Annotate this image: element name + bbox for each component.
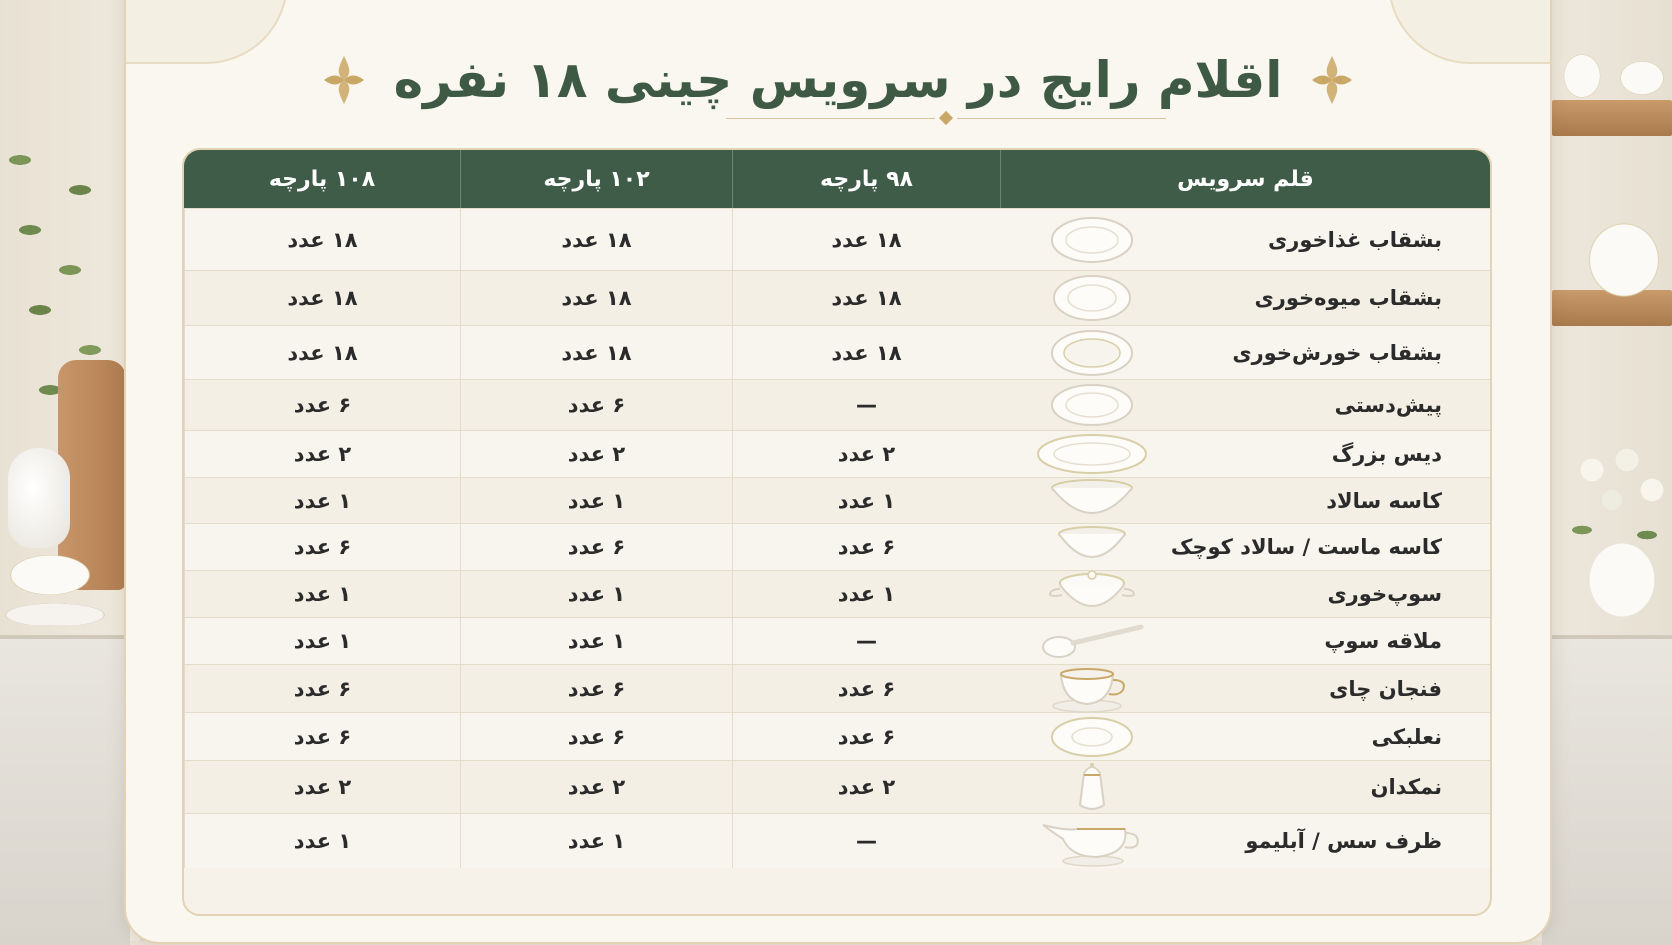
- item-name: بشقاب غذاخوری: [1268, 227, 1442, 252]
- title-row: [126, 40, 1550, 120]
- page-title: اقلام رایج در سرویس چینی ۱۸ نفره: [393, 51, 1283, 109]
- item-name: دیس بزرگ: [1331, 442, 1442, 466]
- large-platter-icon: [1022, 431, 1162, 477]
- cell-102-pieces: ۱۸ عدد: [460, 209, 732, 270]
- table-row: [184, 664, 1490, 712]
- item-name: بشقاب خورش‌خوری: [1232, 340, 1442, 365]
- cell-108-pieces: ۱ عدد: [184, 618, 460, 664]
- teapot-decoration: [1562, 200, 1672, 310]
- cell-108-pieces: ۱۸ عدد: [184, 326, 460, 379]
- cell-108-pieces: ۶ عدد: [184, 713, 460, 760]
- table-body: [184, 208, 1490, 868]
- table-row: [184, 477, 1490, 523]
- table-row: [184, 760, 1490, 813]
- table-row: [184, 270, 1490, 325]
- cell-98-pieces: ۱۸ عدد: [732, 209, 1000, 270]
- cell-102-pieces: ۱ عدد: [460, 618, 732, 664]
- salt-shaker-icon: [1022, 759, 1162, 815]
- table-header: [184, 150, 1490, 208]
- fruit-plate-icon: [1022, 271, 1162, 325]
- title-divider: [726, 112, 1166, 124]
- bowls-decoration: [0, 545, 120, 625]
- cell-108-pieces: ۱ عدد: [184, 478, 460, 523]
- cell-102-pieces: ۱۸ عدد: [460, 326, 732, 379]
- ornament-icon: [320, 50, 368, 110]
- cell-108-pieces: ۶ عدد: [184, 380, 460, 430]
- cell-item: [1000, 814, 1490, 868]
- cell-item: [1000, 326, 1490, 379]
- cell-item: [1000, 713, 1490, 760]
- ornament-icon: [1308, 50, 1356, 110]
- header-108-pieces: ۱۰۸ پارچه: [268, 166, 376, 192]
- header-102-pieces: ۱۰۲ پارچه: [460, 150, 732, 208]
- item-name: فنجان چای: [1329, 676, 1442, 701]
- cell-item: [1000, 524, 1490, 570]
- cell-102-pieces: ۶ عدد: [460, 665, 732, 712]
- cell-102-pieces: ۲ عدد: [460, 431, 732, 477]
- cell-item: [1000, 618, 1490, 664]
- cell-108-pieces: ۲ عدد: [184, 761, 460, 813]
- table-row: [184, 617, 1490, 664]
- soup-tureen-icon: [1022, 569, 1162, 619]
- cell-102-pieces: ۱ عدد: [460, 478, 732, 523]
- cell-102-pieces: ۱ عدد: [460, 571, 732, 617]
- item-name: نمکدان: [1370, 775, 1442, 799]
- table-row: [184, 430, 1490, 477]
- cell-108-pieces: ۱ عدد: [184, 814, 460, 868]
- cell-98-pieces: ۱ عدد: [732, 478, 1000, 523]
- header-98-pieces: ۹۸ پارچه: [732, 150, 1000, 208]
- cell-108-pieces: ۱۸ عدد: [184, 271, 460, 325]
- item-name: کاسه سالاد: [1326, 488, 1442, 513]
- item-name: بشقاب میوه‌خوری: [1254, 286, 1442, 310]
- table-row: [184, 325, 1490, 379]
- cell-item: [1000, 761, 1490, 813]
- cell-98-pieces: ۱۸ عدد: [732, 271, 1000, 325]
- vase-decoration: [8, 448, 70, 548]
- cell-102-pieces: ۱ عدد: [460, 814, 732, 868]
- cell-98-pieces: ۶ عدد: [732, 713, 1000, 760]
- table-row: [184, 570, 1490, 617]
- service-items-table: [182, 148, 1492, 916]
- counter-left: [0, 635, 130, 945]
- cell-98-pieces: —: [732, 618, 1000, 664]
- table-row: [184, 379, 1490, 430]
- item-name: ظرف سس / آبلیمو: [1245, 829, 1442, 853]
- flowers-decoration: [1552, 430, 1672, 620]
- cell-108-pieces: ۲ عدد: [184, 431, 460, 477]
- cell-108-pieces: ۱ عدد: [184, 571, 460, 617]
- item-name: پیش‌دستی: [1334, 393, 1442, 417]
- cell-item: [1000, 380, 1490, 430]
- cell-item: [1000, 571, 1490, 617]
- cell-item: [1000, 209, 1490, 270]
- cell-102-pieces: ۲ عدد: [460, 761, 732, 813]
- table-row: [184, 523, 1490, 570]
- side-plate-icon: [1022, 380, 1162, 430]
- cell-98-pieces: ۱ عدد: [732, 571, 1000, 617]
- cell-98-pieces: ۶ عدد: [732, 524, 1000, 570]
- stew-plate-icon: [1022, 326, 1162, 380]
- table-row: [184, 208, 1490, 270]
- cell-102-pieces: ۶ عدد: [460, 713, 732, 760]
- table-row: [184, 813, 1490, 868]
- cell-98-pieces: ۲ عدد: [732, 431, 1000, 477]
- cell-98-pieces: ۲ عدد: [732, 761, 1000, 813]
- item-name: ملاقه سوپ: [1324, 629, 1442, 653]
- tea-cup-icon: [1022, 664, 1162, 714]
- cell-108-pieces: ۱۸ عدد: [184, 209, 460, 270]
- saucer-icon: [1022, 714, 1162, 760]
- cell-102-pieces: ۶ عدد: [460, 380, 732, 430]
- cell-98-pieces: ۱۸ عدد: [732, 326, 1000, 379]
- cell-102-pieces: ۱۸ عدد: [460, 271, 732, 325]
- cell-98-pieces: —: [732, 814, 1000, 868]
- cell-item: [1000, 271, 1490, 325]
- cups-decoration: [1542, 36, 1672, 106]
- cell-item: [1000, 478, 1490, 523]
- cell-item: [1000, 431, 1490, 477]
- cell-item: [1000, 665, 1490, 712]
- cell-108-pieces: ۶ عدد: [184, 524, 460, 570]
- cell-98-pieces: ۶ عدد: [732, 665, 1000, 712]
- item-name: سوپ‌خوری: [1327, 582, 1442, 606]
- header-item: قلم سرویس: [1000, 150, 1490, 208]
- item-name: کاسه ماست / سالاد کوچک: [1170, 535, 1442, 559]
- small-bowl-icon: [1022, 524, 1162, 570]
- sauce-boat-icon: [1022, 815, 1162, 867]
- item-name: نعلبکی: [1371, 724, 1442, 749]
- cell-108-pieces: ۶ عدد: [184, 665, 460, 712]
- cell-98-pieces: —: [732, 380, 1000, 430]
- salad-bowl-icon: [1022, 478, 1162, 524]
- table-row: [184, 712, 1490, 760]
- counter-right: [1542, 635, 1672, 945]
- cell-102-pieces: ۶ عدد: [460, 524, 732, 570]
- dinner-plate-icon: [1022, 213, 1162, 267]
- soup-ladle-icon: [1022, 621, 1162, 661]
